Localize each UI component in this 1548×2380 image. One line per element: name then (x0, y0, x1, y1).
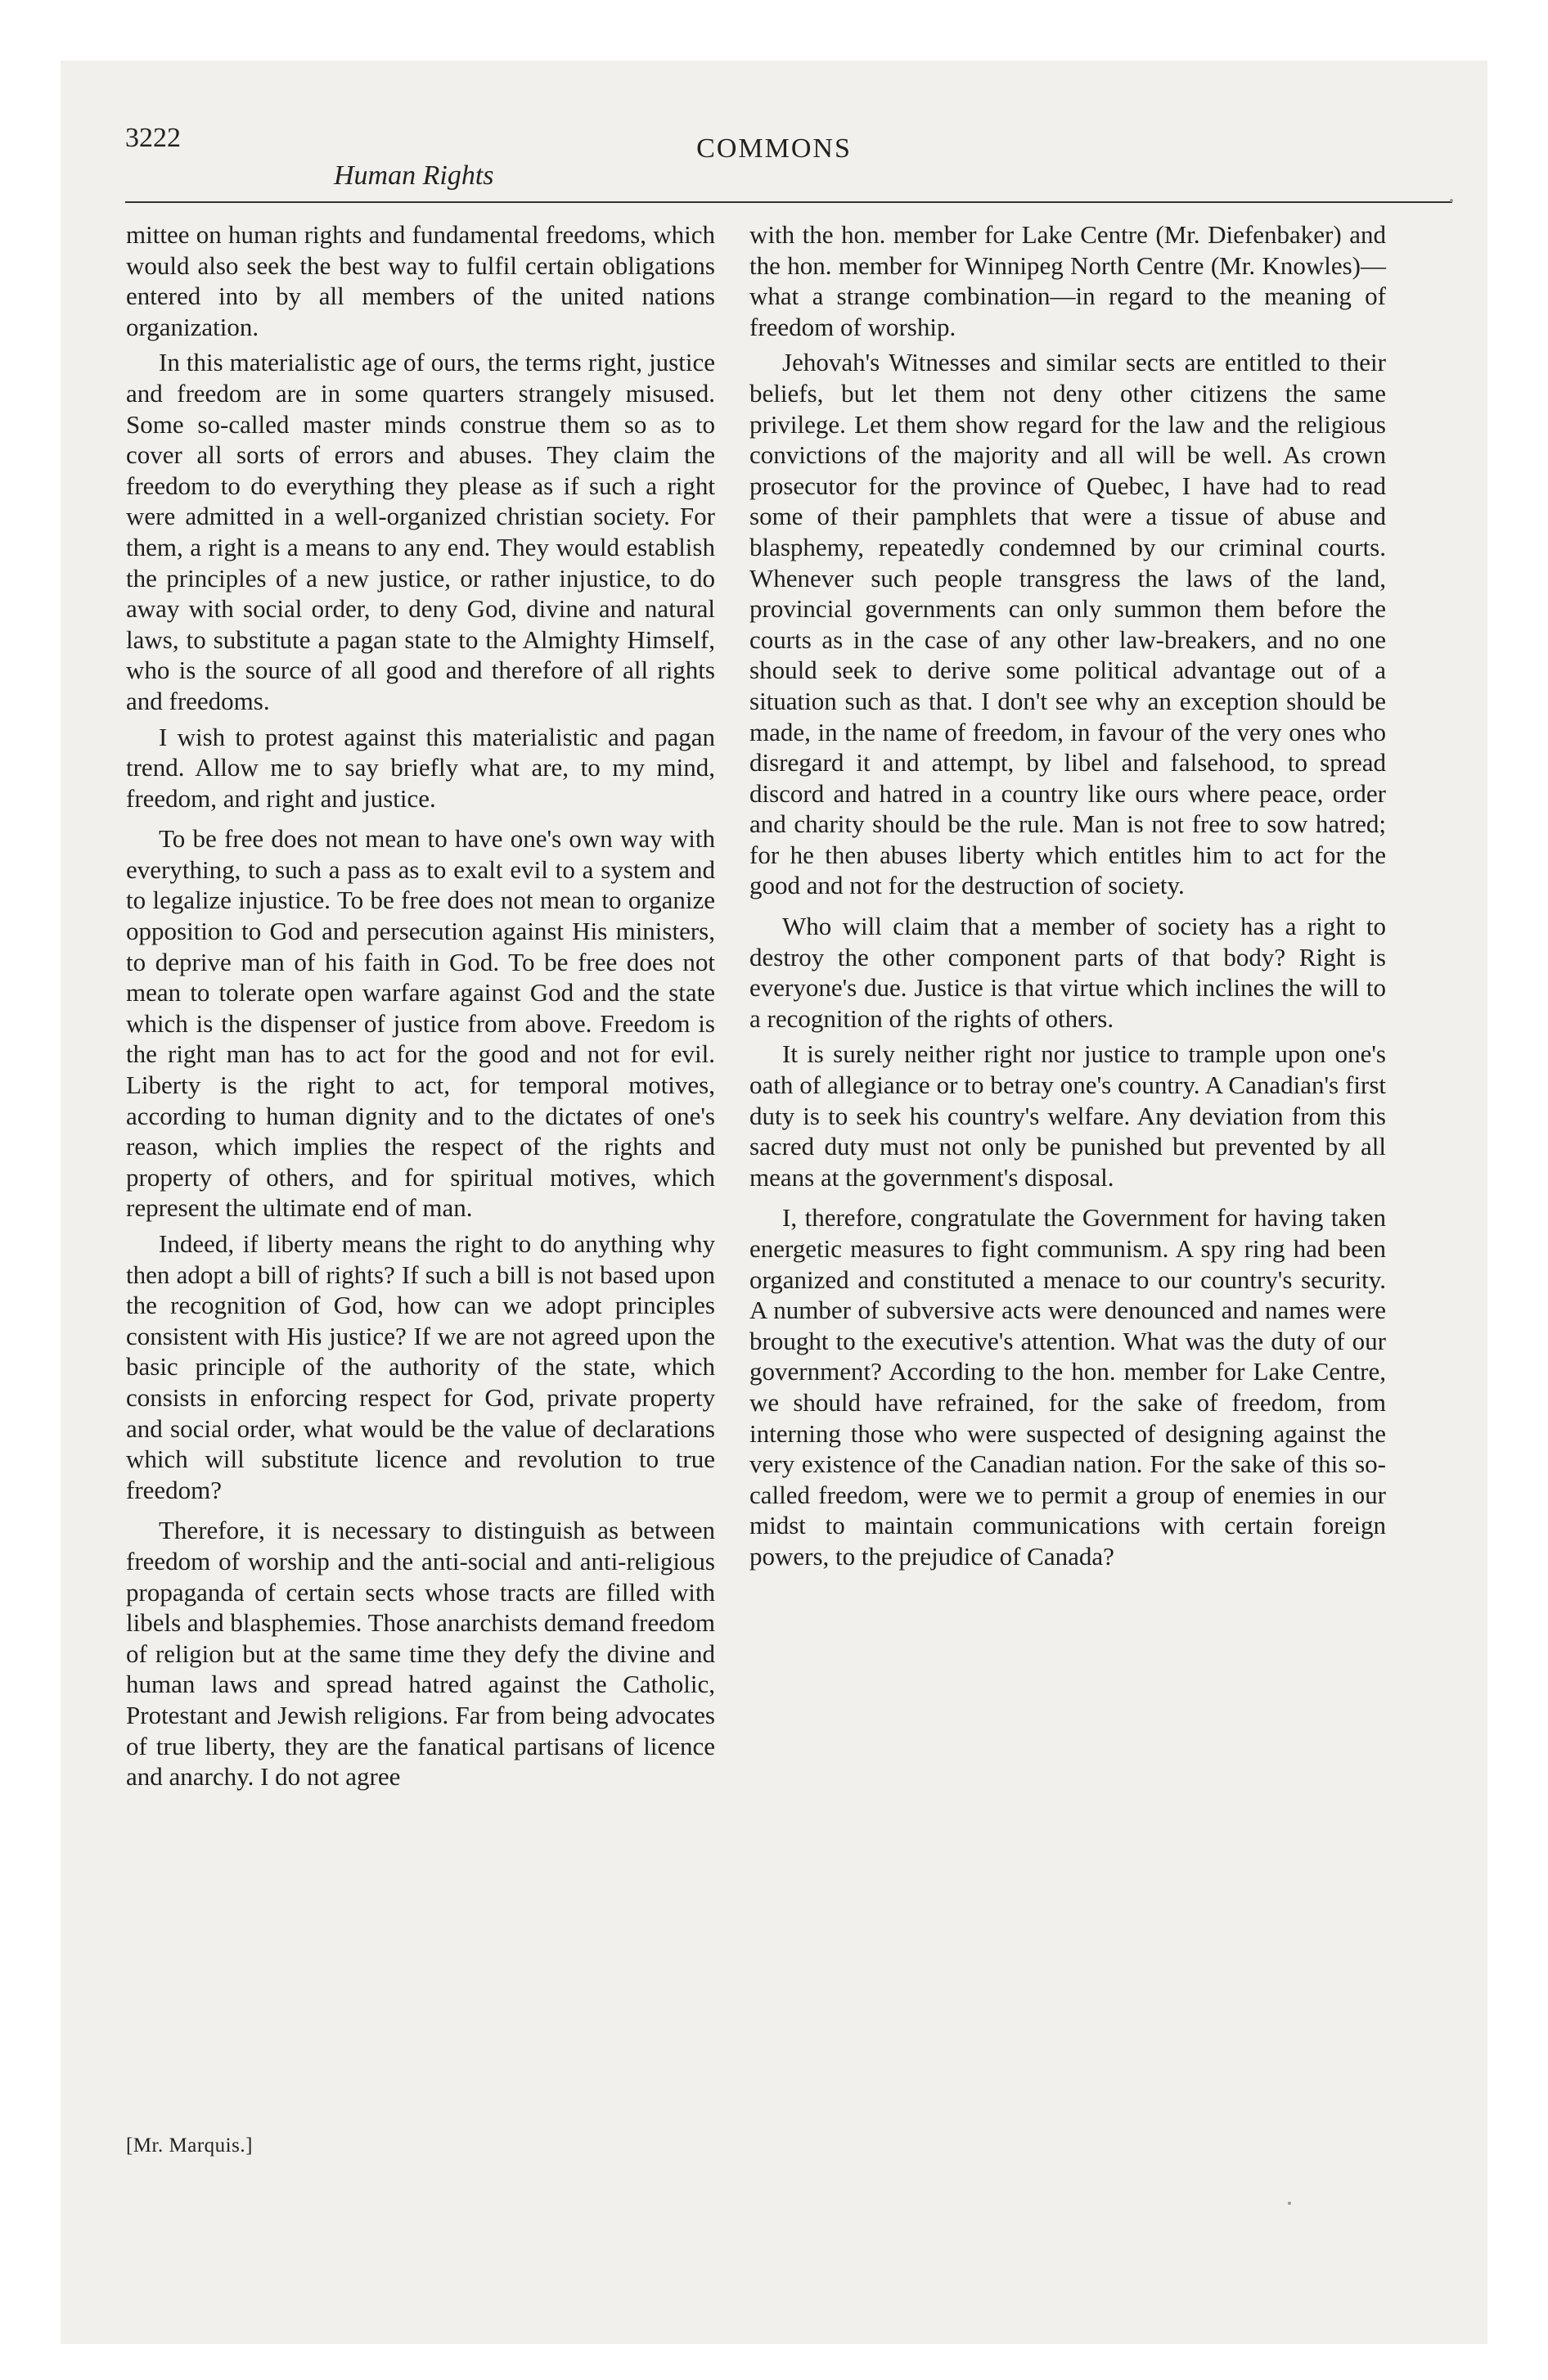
paragraph: mittee on human rights and fundamental freedoms, which would also seek the best way to fulfil certain obligations entered into by all members of the united nations organization. (126, 220, 715, 341)
paragraph: Jehovah's Witnesses and similar sects are entitled to their beliefs, but let them not deny other citizens the same privilege. Let them show regard for the law and the religious convictions of the majority and all will be well. As crown prosecutor for the province of Quebec, I have had to read some of their pamphlets that were a tissue of abuse and blasphemy, repeatedly condemned by our criminal courts. Whenever such people transgress the laws of the land, provincial governments can only summon them before the courts as in the case of any other law-breakers, and no one should seek to derive some political advantage out of a situation such as that. I don't see why an exception should be made, in the name of freedom, in favour of the very ones who disregard it and attempt, by libel and falsehood, to spread discord and hatred in a country like ours where peace, order and charity should be the rule. Man is not free to sow hatred; for he then abuses liberty which entitles him to act for the good and not for the destruction of society. (749, 348, 1386, 900)
page-number: 3222 (125, 123, 181, 153)
paragraph: Who will claim that a member of society has a right to destroy the other component parts of that body? Right is everyone's due. Justice is that virtue which inclines the will to a recognition of the rights of others. (749, 912, 1386, 1033)
section-subtitle: Human Rights (334, 160, 494, 191)
paragraph: with the hon. member for Lake Centre (Mr. Diefenbaker) and the hon. member for Winnipeg North Centre (Mr. Knowles)—what a strange combination—in regard to the meaning of freedom of worship. (749, 220, 1386, 341)
paragraph: In this materialistic age of ours, the terms right, justice and freedom are in some quarters strangely misused. Some so-called master minds construe them so as to cover all sorts of errors and abuses. They claim the freedom to do everything they please as if such a right were admitted in a well-organized christian society. For them, a right is a means to any end. They would establish the principles of a new justice, or rather injustice, to do away with social order, to deny God, divine and natural laws, to substitute a pagan state to the Almighty Himself, who is the source of all good and therefore of all rights and freedoms. (126, 348, 715, 715)
header-rule (125, 201, 1452, 203)
print-speck (1288, 2202, 1291, 2205)
speaker-attribution: [Mr. Marquis.] (126, 2134, 253, 2157)
paragraph: It is surely neither right nor justice to trample upon one's oath of allegiance or to betray one's country. A Canadian's first duty is to seek his country's welfare. Any deviation from this sacred duty must not only be punished but prevented by all means at the government's disposal. (749, 1039, 1386, 1192)
right-column (749, 219, 1386, 1577)
paragraph: I wish to protest against this materialistic and pagan trend. Allow me to say briefly what are, to my mind, freedom, and right and justice. (126, 722, 715, 813)
running-title: COMMONS (696, 133, 852, 164)
paragraph: Therefore, it is necessary to distinguish as between freedom of worship and the anti-social and anti-religious propaganda of certain sects whose tracts are filled with libels and blasphemies. Those anarchists demand freedom of religion but at the same time they defy the divine and human laws and spread hatred against the Catholic, Protestant and Jewish religions. Far from being advocates of true liberty, they are the fanatical partisans of licence and anarchy. I do not agree (126, 1516, 715, 1792)
left-column (126, 219, 715, 1797)
paragraph: To be free does not mean to have one's own way with everything, to such a pass as to exalt evil to a system and to legalize injustice. To be free does not mean to organize opposition to God and persecution against His ministers, to deprive man of his faith in God. To be free does not mean to tolerate open warfare against God and the state which is the dispenser of justice from above. Freedom is the right man has to act for the good and not for evil. Liberty is the right to act, for temporal motives, according to human dignity and to the dictates of one's reason, which implies the respect of the rights and property of others, and for spiritual motives, which represent the ultimate end of man. (126, 824, 715, 1223)
paragraph: I, therefore, congratulate the Government for having taken energetic measures to fight communism. A spy ring had been organized and constituted a menace to our country's security. A number of subversive acts were denounced and names were brought to the executive's attention. What was the duty of our government? According to the hon. member for Lake Centre, we should have refrained, for the sake of freedom, from interning those who were suspected of designing against the very existence of the Canadian nation. For the sake of this so-called freedom, were we to permit a group of enemies in our midst to maintain communications with certain foreign powers, to the prejudice of Canada? (749, 1203, 1386, 1571)
print-speck (1450, 199, 1453, 202)
paragraph: Indeed, if liberty means the right to do anything why then adopt a bill of rights? If such a bill is not based upon the recognition of God, how can we adopt principles consistent with His justice? If we are not agreed upon the basic principle of the authority of the state, which consists in enforcing respect for God, private property and social order, what would be the value of declarations which will substitute licence and revolution to true freedom? (126, 1229, 715, 1504)
